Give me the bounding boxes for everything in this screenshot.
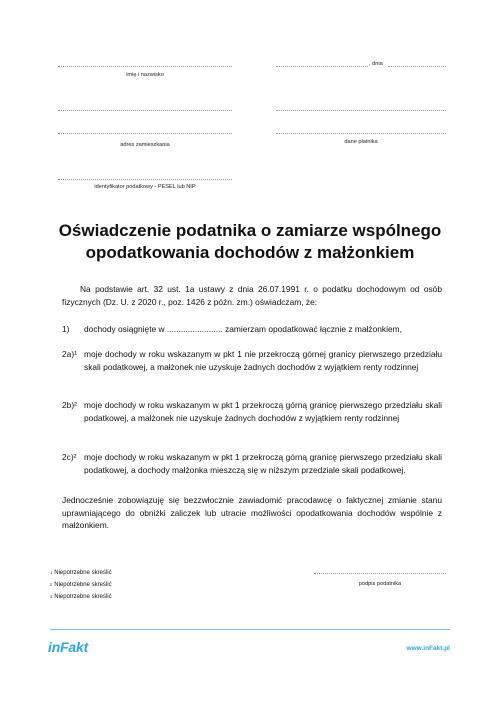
footnote-mark: 3 [50, 594, 53, 599]
footnote-text: Niepotrzebne skreślić [54, 570, 112, 576]
footnote [50, 594, 112, 600]
document-title [40, 220, 460, 264]
place-line [276, 66, 368, 67]
date-suffix: , dnia [369, 61, 383, 67]
payer-line-2 [276, 133, 446, 134]
item-number: 2a)¹ [62, 349, 77, 359]
item-number: 2c)² [62, 452, 77, 462]
tax-id-line [58, 179, 232, 180]
title-line-2: opodatkowania dochodów z małżonkiem [85, 243, 415, 262]
item-number: 2b)² [62, 400, 77, 410]
footnote-mark: 1 [50, 570, 53, 575]
payer-line-1 [276, 110, 446, 111]
address-line-2 [58, 133, 232, 134]
infakt-logo: inFakt [48, 639, 89, 655]
address-label: adres zamieszkania [120, 142, 170, 148]
title-line-1: Oświadczenie podatnika o zamiarze wspólnego [58, 221, 442, 240]
list-item [62, 323, 442, 336]
date-line [388, 66, 446, 67]
signature-label: podpis podatnika [358, 581, 402, 587]
footer-rule [50, 629, 450, 630]
tax-id-label: identyfikator podatkowy - PESEL lub NIP [94, 184, 196, 190]
footnote-text: Niepotrzebne skreślić [54, 582, 112, 588]
name-label: imię i nazwisko [126, 72, 164, 78]
footnote [50, 570, 112, 576]
website-link[interactable]: www.inFakt.pl [406, 645, 450, 652]
closing-paragraph: Jednocześnie zobowiązuję się bezzwłocznie zawiadomić pracodawcę o faktycznej zmianie stanu uprawniającego do obniżki zaliczek lub utracie możliwości opodatkowania dochodów wspólnie z małżonkiem. [62, 495, 442, 531]
item-text: dochody osiągnięte w ........................ zamierzam opodatkować łącznie z małżonkiem, [84, 324, 402, 334]
payer-label: dane płatnika [344, 139, 378, 145]
name-line [58, 66, 232, 67]
item-number: 1) [62, 324, 70, 334]
list-item [62, 399, 442, 439]
list-item [62, 348, 442, 388]
item-text: moje dochody w roku wskazanym w pkt 1 nie przekroczą górnej granicy pierwszego przedziału skali podatkowej, a małżonek nie uzyskuje żadnych dochodów z wyjątkiem renty rodzinnej [84, 349, 442, 372]
list-item [62, 451, 442, 491]
signature-line [314, 573, 446, 574]
footnote [50, 582, 112, 588]
address-line-1 [58, 110, 232, 111]
footnote-text: Niepotrzebne skreślić [54, 594, 112, 600]
footnote-mark: 2 [50, 582, 53, 587]
intro-text: Na podstawie art. 32 ust. 1a ustawy z dnia 26.07.1991 r. o podatku dochodowym od osób fizycznych (Dz. U. z 2020 r., poz. 1426 z późn. zm.) oświadczam, że: [62, 284, 442, 307]
intro-paragraph [62, 283, 442, 308]
item-text: moje dochody w roku wskazanym w pkt 1 przekroczą górną granicę pierwszego przedziału skali podatkowej, a dochody małżonka mieszczą się w niższym przedziale skali podatkowej. [84, 452, 442, 475]
item-text: moje dochody w roku wskazanym w pkt 1 przekroczą górną granicę pierwszego przedziału skali podatkowej, a małżonek nie uzyskuje żadnych dochodów z wyjątkiem renty rodzinnej [84, 400, 442, 423]
